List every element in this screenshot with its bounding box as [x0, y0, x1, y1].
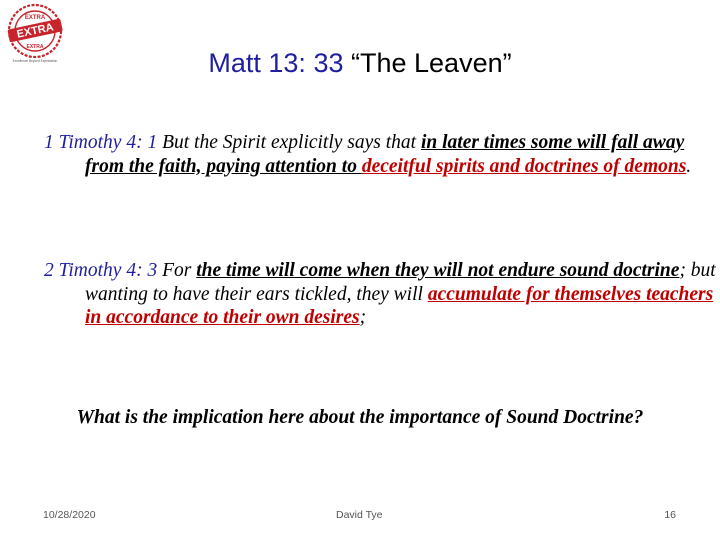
verse-1-underlined-2: deceitful spirits and doctrines of demons: [361, 155, 687, 177]
verse-1-underlined-1: in later times some will fall away from the faith, paying attention to: [85, 132, 685, 177]
logo-top-text: EXTRA: [24, 15, 46, 21]
verse-2-text-3: ;: [359, 307, 367, 328]
slide-title: [0, 48, 720, 79]
verse-2-text-1: For: [157, 260, 197, 281]
footer-date: 10/28/2020: [43, 509, 96, 521]
verse-2-underlined-2: accumulate for themselves teachers in accordance to their own desires: [85, 283, 714, 328]
verse-2-underlined-1: the time will come when they will not endure sound doctrine: [196, 260, 680, 281]
logo-bottom-text: EXTRA: [26, 44, 44, 50]
title-reference: Matt 13: 33: [208, 48, 344, 78]
footer-page-number: 16: [664, 509, 676, 521]
verse-2: [44, 259, 720, 330]
verse-1-reference: 1 Timothy 4: 1: [44, 132, 158, 153]
verse-1-text-1: But the Spirit explicitly says that: [157, 132, 421, 153]
verse-2-reference: 2 Timothy 4: 3: [44, 260, 158, 281]
logo-tagline: Excellence Beyond Expectation: [12, 59, 58, 63]
verse-1-text-2: .: [686, 155, 692, 177]
verse-1: [44, 131, 720, 178]
logo-center-text: EXTRA: [15, 21, 55, 41]
footer-author: David Tye: [336, 509, 383, 521]
verse-2-text-2: ; but wanting to have their ears tickled, they will: [85, 260, 716, 305]
discussion-question: What is the implication here about the importance of Sound Doctrine?: [76, 407, 644, 428]
title-name: “The Leaven”: [351, 48, 512, 78]
